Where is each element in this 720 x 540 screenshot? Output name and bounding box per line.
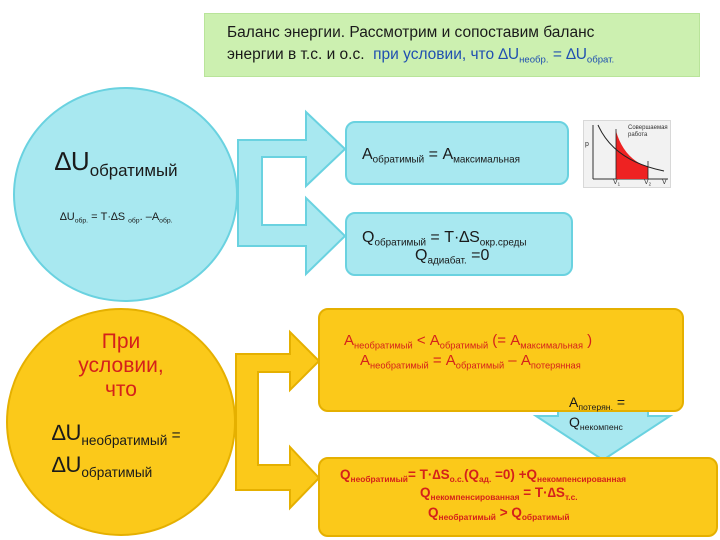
condition-du-irreversible: $\Delta U_{необратимый}$ = [52, 420, 181, 448]
title-condition: при условии, что $\Delta U_{необр.} = \Delta U_{обрат.}$ [373, 46, 615, 66]
condition-line-2: условии, [78, 354, 164, 377]
pv-diagram [583, 120, 671, 188]
pv-v2: $V_2$ [644, 179, 652, 187]
condition-line-1: При [101, 330, 141, 353]
pv-label: Совершаемая работа [628, 125, 668, 138]
delta-u-reversible: $\Delta U_{обратимый}$ [55, 146, 178, 180]
reversible-circle [13, 87, 238, 302]
reversible-work-text: $A_{обратимый} = A_{максимальная}$ [362, 146, 520, 166]
adiabatic-heat-line: $Q_{адиабат.} =0$ [415, 247, 490, 267]
irreversible-work-line-1: $A_{необратимый} < A_{обратимый}$ (= $A_{максимальная}$ ) [344, 332, 593, 351]
irreversible-work-line-2: $A_{необратимый} = A_{обратимый} - A_{потерянная}$ [360, 352, 581, 371]
pv-axis-v: V [662, 179, 667, 186]
reversible-heat-line-1: $Q_{обратимый} = T\cdot\Delta S_{окр.среды}$ [362, 229, 527, 249]
lost-work-label: $A_{потерян.}$ = [569, 394, 626, 413]
pv-axis-p: p [585, 141, 589, 148]
yellow-split-arrow [236, 332, 319, 508]
condition-du-reversible: $\Delta U_{обратимый}$ [52, 452, 153, 480]
condition-text [28, 330, 214, 402]
irreversible-heat-line-3: $Q_{необратимый} > Q_{обратимый}$ [428, 505, 570, 522]
title-line-2-text: энергии в т.с. и о.с. [227, 46, 365, 63]
reversible-equation: $\Delta U_{обр.} = T\cdot\Delta S$ $_{обр}$. $-A_{обр.}$ [60, 211, 173, 225]
condition-line-3: что [104, 378, 137, 401]
pv-v1: $V_1$ [613, 179, 621, 187]
cyan-split-arrow [238, 112, 345, 274]
irreversible-heat-line-1: $Q_{необратимый}= T\cdot\Delta S_{о.с.}(Q_{ад.} =0) +Q_{некомпенсированная}$ [340, 467, 627, 484]
irreversible-heat-line-2: $Q_{некомпенсированная} = T\cdot\Delta S_{т.с.}$ [420, 485, 578, 502]
title-line-1: Баланс энергии. Рассмотрим и сопоставим баланс [227, 24, 595, 41]
uncompensated-heat-label: $Q_{некомпенс}$ [569, 414, 623, 433]
